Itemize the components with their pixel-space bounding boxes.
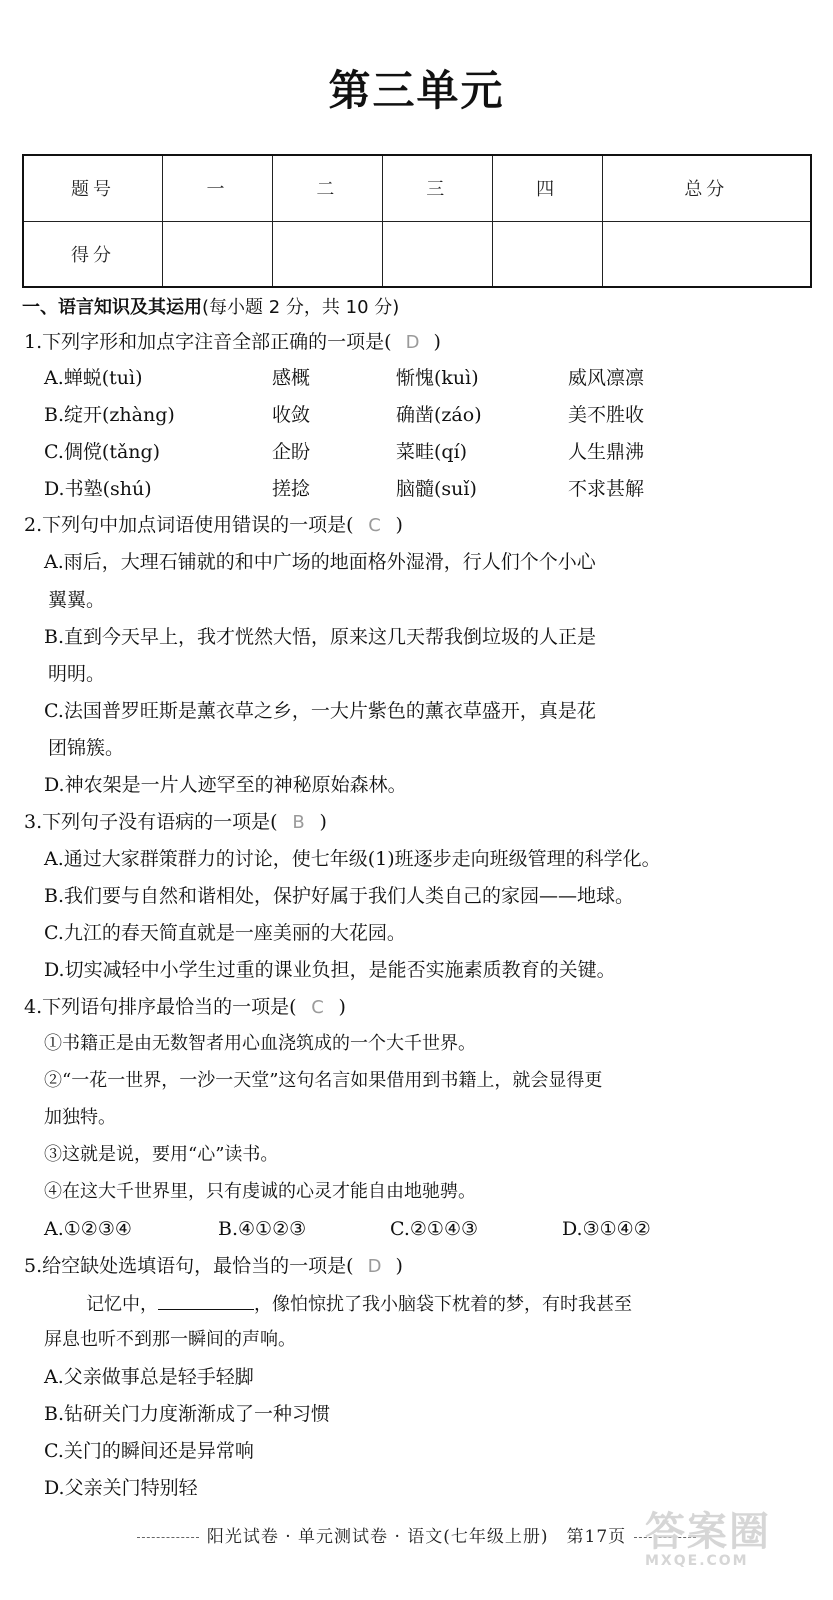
passage-text: ，像怕惊扰了我小脑袋下枕着的梦，有时我甚至 <box>254 1294 632 1315</box>
q5-option-b: B.钻研关门力度渐渐成了一种习惯 <box>44 1403 331 1425</box>
q4-option-a: A.①②③④ <box>44 1218 132 1240</box>
q1-option-d-col3: 脑髓(suǐ) <box>396 478 477 500</box>
q1-option-b-col1: B.绽开(zhàng) <box>44 404 175 426</box>
score-entry-cell[interactable] <box>272 221 382 287</box>
q1-option-d-col4: 不求甚解 <box>568 478 645 500</box>
q3-option-c: C.九江的春天简直就是一座美丽的大花园。 <box>44 922 406 944</box>
score-table-header-row <box>23 155 811 221</box>
question-2-stem <box>24 513 403 538</box>
q2-option-d: D.神农架是一片人迹罕至的神秘原始森林。 <box>44 774 407 796</box>
q1-option-b-col4: 美不胜收 <box>568 404 645 426</box>
q2-option-c: C.法国普罗旺斯是薰衣草之乡，一大片紫色的薰衣草盛开，真是花 <box>44 700 596 722</box>
score-table-cell: 题号 <box>23 155 163 221</box>
q3-option-b: B.我们要与自然和谐相处，保护好属于我们人类自己的家园——地球。 <box>44 885 635 907</box>
handwritten-answer: C <box>311 997 324 1018</box>
q4-sentence-4: ④在这大千世界里，只有虔诚的心灵才能自由地驰骋。 <box>44 1181 476 1202</box>
score-table-cell: 总分 <box>602 155 811 221</box>
q2-option-c-cont: 团锦簇。 <box>48 737 125 759</box>
watermark-logo-text: 答案圈 <box>645 1509 771 1555</box>
score-entry-cell[interactable] <box>382 221 492 287</box>
q1-option-c-col1: C.倜傥(tǎng) <box>44 441 161 463</box>
question-text: 3.下列句子没有语病的一项是( <box>24 811 278 833</box>
q1-option-b-col2: 收敛 <box>272 404 311 426</box>
watermark-url: MXQE.COM <box>645 1553 749 1569</box>
bracket-close: ) <box>319 811 327 833</box>
handwritten-answer: C <box>368 515 381 536</box>
question-text: 4.下列语句排序最恰当的一项是( <box>24 996 297 1018</box>
question-text: 2.下列句中加点词语使用错误的一项是( <box>24 514 354 536</box>
handwritten-answer: D <box>405 332 420 353</box>
q1-option-d-col1: D.书塾(shú) <box>44 478 152 500</box>
q2-option-a-cont: 翼翼。 <box>48 589 106 611</box>
question-text: 1.下列字形和加点字注音全部正确的一项是( <box>24 331 392 353</box>
section-title: 一、语言知识及其运用 <box>22 297 202 318</box>
score-table-cell: 二 <box>272 155 382 221</box>
q3-option-a: A.通过大家群策群力的讨论，使七年级(1)班逐步走向班级管理的科学化。 <box>44 848 661 870</box>
passage-text: 记忆中， <box>86 1294 158 1315</box>
q1-option-c-col3: 菜畦(qí) <box>396 441 468 463</box>
q5-passage-line-2: 屏息也听不到那一瞬间的声响。 <box>44 1329 296 1350</box>
score-table-cell: 一 <box>163 155 273 221</box>
q5-option-d: D.父亲关门特别轻 <box>44 1477 198 1499</box>
score-table-cell: 三 <box>382 155 492 221</box>
score-entry-cell[interactable] <box>602 221 811 287</box>
q5-option-a: A.父亲做事总是轻手轻脚 <box>44 1366 254 1388</box>
section-note: (每小题 2 分，共 10 分) <box>202 297 400 318</box>
question-4-stem <box>24 995 346 1020</box>
site-watermark <box>645 1500 795 1569</box>
bracket-close: ) <box>338 996 346 1018</box>
q4-sentence-1: ①书籍正是由无数智者用心血浇筑成的一个大千世界。 <box>44 1033 476 1054</box>
section-heading <box>22 296 399 320</box>
q1-option-a-col3: 惭愧(kuì) <box>396 367 479 389</box>
score-entry-cell[interactable] <box>492 221 602 287</box>
q4-sentence-2-cont: 加独特。 <box>44 1107 116 1128</box>
bracket-close: ) <box>433 331 441 353</box>
q4-option-d: D.③①④② <box>562 1218 651 1240</box>
q1-option-d-col2: 搓捻 <box>272 478 311 500</box>
q4-option-c: C.②①④③ <box>390 1218 479 1240</box>
handwritten-answer: D <box>367 1256 382 1277</box>
q3-option-d: D.切实减轻中小学生过重的课业负担，是能否实施素质教育的关键。 <box>44 959 616 981</box>
q4-sentence-3: ③这就是说，要用“心”读书。 <box>44 1144 279 1165</box>
q4-sentence-2: ②“一花一世界，一沙一天堂”这句名言如果借用到书籍上，就会显得更 <box>44 1070 603 1091</box>
footer-text: 阳光试卷 · 单元测试卷 · 语文(七年级上册) 第17页 <box>206 1527 627 1547</box>
q5-option-c: C.关门的瞬间还是异常响 <box>44 1440 254 1462</box>
q1-option-a-col1: A.蝉蜕(tuì) <box>44 367 143 389</box>
question-3-stem <box>24 810 327 835</box>
score-table-cell: 四 <box>492 155 602 221</box>
q2-option-a: A.雨后，大理石铺就的和中广场的地面格外湿滑，行人们个个小心 <box>44 551 596 573</box>
q1-option-a-col2: 感概 <box>272 367 311 389</box>
handwritten-answer: B <box>292 812 305 833</box>
q1-option-a-col4: 威风凛凛 <box>568 367 645 389</box>
question-1-stem <box>24 330 441 355</box>
q2-option-b: B.直到今天早上，我才恍然大悟，原来这几天帮我倒垃圾的人正是 <box>44 626 597 648</box>
score-table-score-row <box>23 221 811 287</box>
fill-in-blank[interactable] <box>158 1291 254 1310</box>
page-title: 第三单元 <box>328 66 505 115</box>
q1-option-b-col3: 确凿(záo) <box>396 404 482 426</box>
score-row-label: 得分 <box>23 221 163 287</box>
question-text: 5.给空缺处选填语句，最恰当的一项是( <box>24 1255 354 1277</box>
q4-option-b: B.④①②③ <box>218 1218 307 1240</box>
q2-option-b-cont: 明明。 <box>48 663 106 685</box>
bracket-close: ) <box>395 514 403 536</box>
bracket-close: ) <box>395 1255 403 1277</box>
q1-option-c-col4: 人生鼎沸 <box>568 441 645 463</box>
q1-option-c-col2: 企盼 <box>272 441 311 463</box>
score-entry-cell[interactable] <box>163 221 273 287</box>
q5-passage-line-1 <box>86 1291 632 1317</box>
question-5-stem <box>24 1254 403 1279</box>
footer-rule-left <box>137 1537 199 1538</box>
score-table <box>22 154 812 288</box>
